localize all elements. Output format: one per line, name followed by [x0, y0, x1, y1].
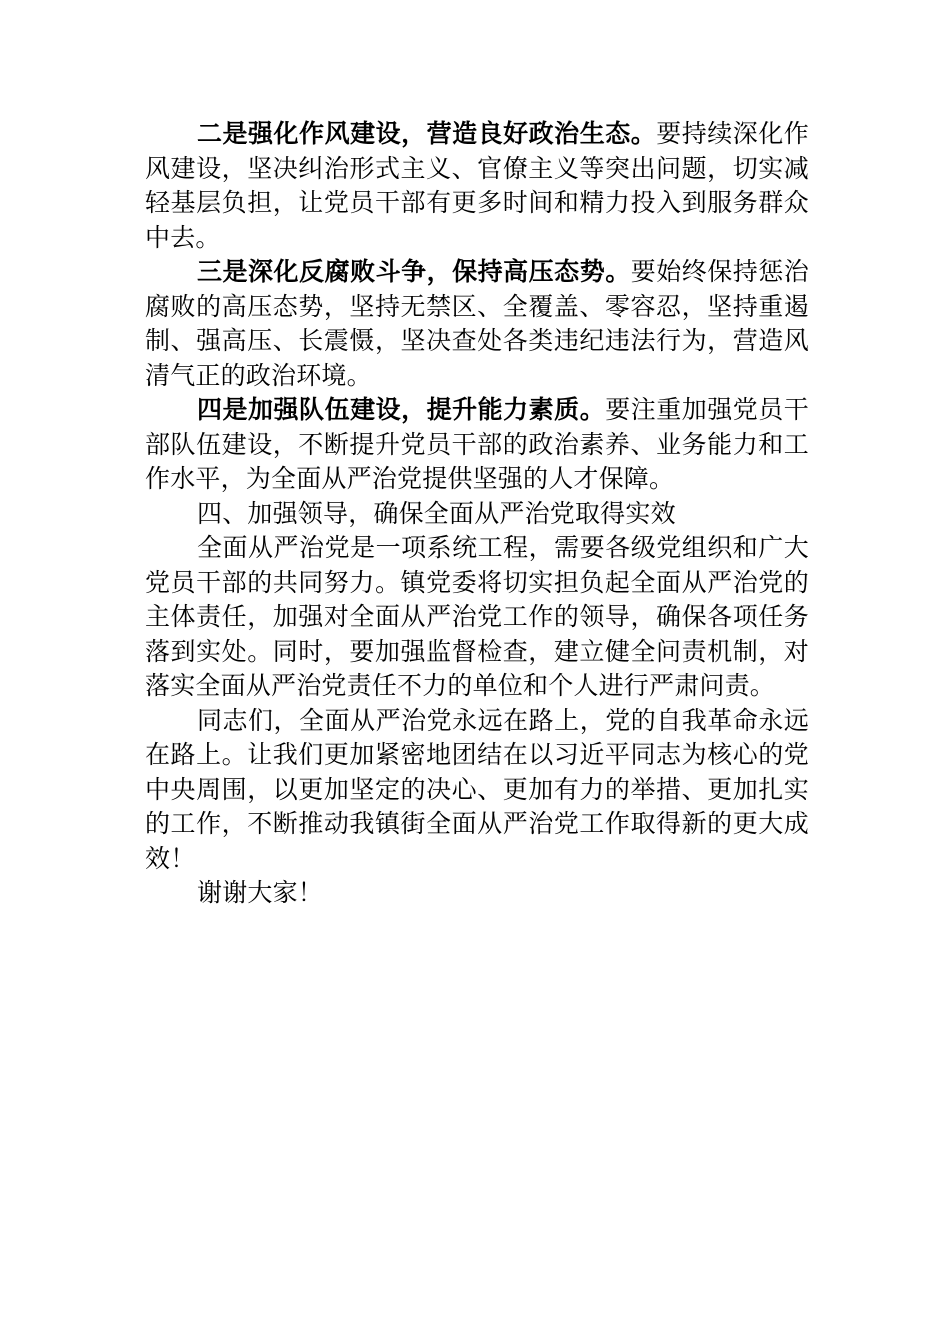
section-heading-leadership [145, 497, 809, 532]
paragraph-anti-corruption [145, 255, 809, 393]
paragraph-text: 谢谢大家！ [197, 878, 324, 907]
paragraph-text: 要始终保持惩治腐败的高压态势，坚持无禁区、全覆盖、零容忍，坚持重遏制、强高压、长震慑，坚决查处各类违纪违法行为，营造风清气正的政治环境。 [145, 257, 809, 390]
document-body [145, 117, 809, 911]
paragraph-leadership [145, 531, 809, 704]
paragraph-lead-heading: 三是深化反腐败斗争，保持高压态势。 [197, 257, 631, 286]
paragraph-text: 全面从严治党是一项系统工程，需要各级党组织和广大党员干部的共同努力。镇党委将切实担负起全面从严治党的主体责任，加强对全面从严治党工作的领导，确保各项任务落到实处。同时，要加强监督检查，建立健全问责机制，对落实全面从严治党责任不力的单位和个人进行严肃问责。 [145, 533, 809, 700]
paragraph-text: 要注重加强党员干部队伍建设，不断提升党员干部的政治素养、业务能力和工作水平，为全面从严治党提供坚强的人才保障。 [145, 395, 809, 493]
paragraph-team-building [145, 393, 809, 497]
paragraph-lead-heading: 四是加强队伍建设，提升能力素质。 [197, 395, 606, 424]
paragraph-text: 同志们，全面从严治党永远在路上，党的自我革命永远在路上。让我们更加紧密地团结在以习近平同志为核心的党中央周围，以更加坚定的决心、更加有力的举措、更加扎实的工作，不断推动我镇街全面从严治党工作取得新的更大成效！ [145, 705, 809, 873]
paragraph-style-building [145, 117, 809, 255]
paragraph-closing-call [145, 704, 809, 877]
paragraph-text: 要持续深化作风建设，坚决纠治形式主义、官僚主义等突出问题，切实减轻基层负担，让党员干部有更多时间和精力投入到服务群众中去。 [145, 119, 809, 252]
section-heading-text: 四、加强领导，确保全面从严治党取得实效 [197, 498, 676, 528]
paragraph-thanks [145, 876, 809, 911]
paragraph-lead-heading: 二是强化作风建设，营造良好政治生态。 [197, 119, 657, 148]
